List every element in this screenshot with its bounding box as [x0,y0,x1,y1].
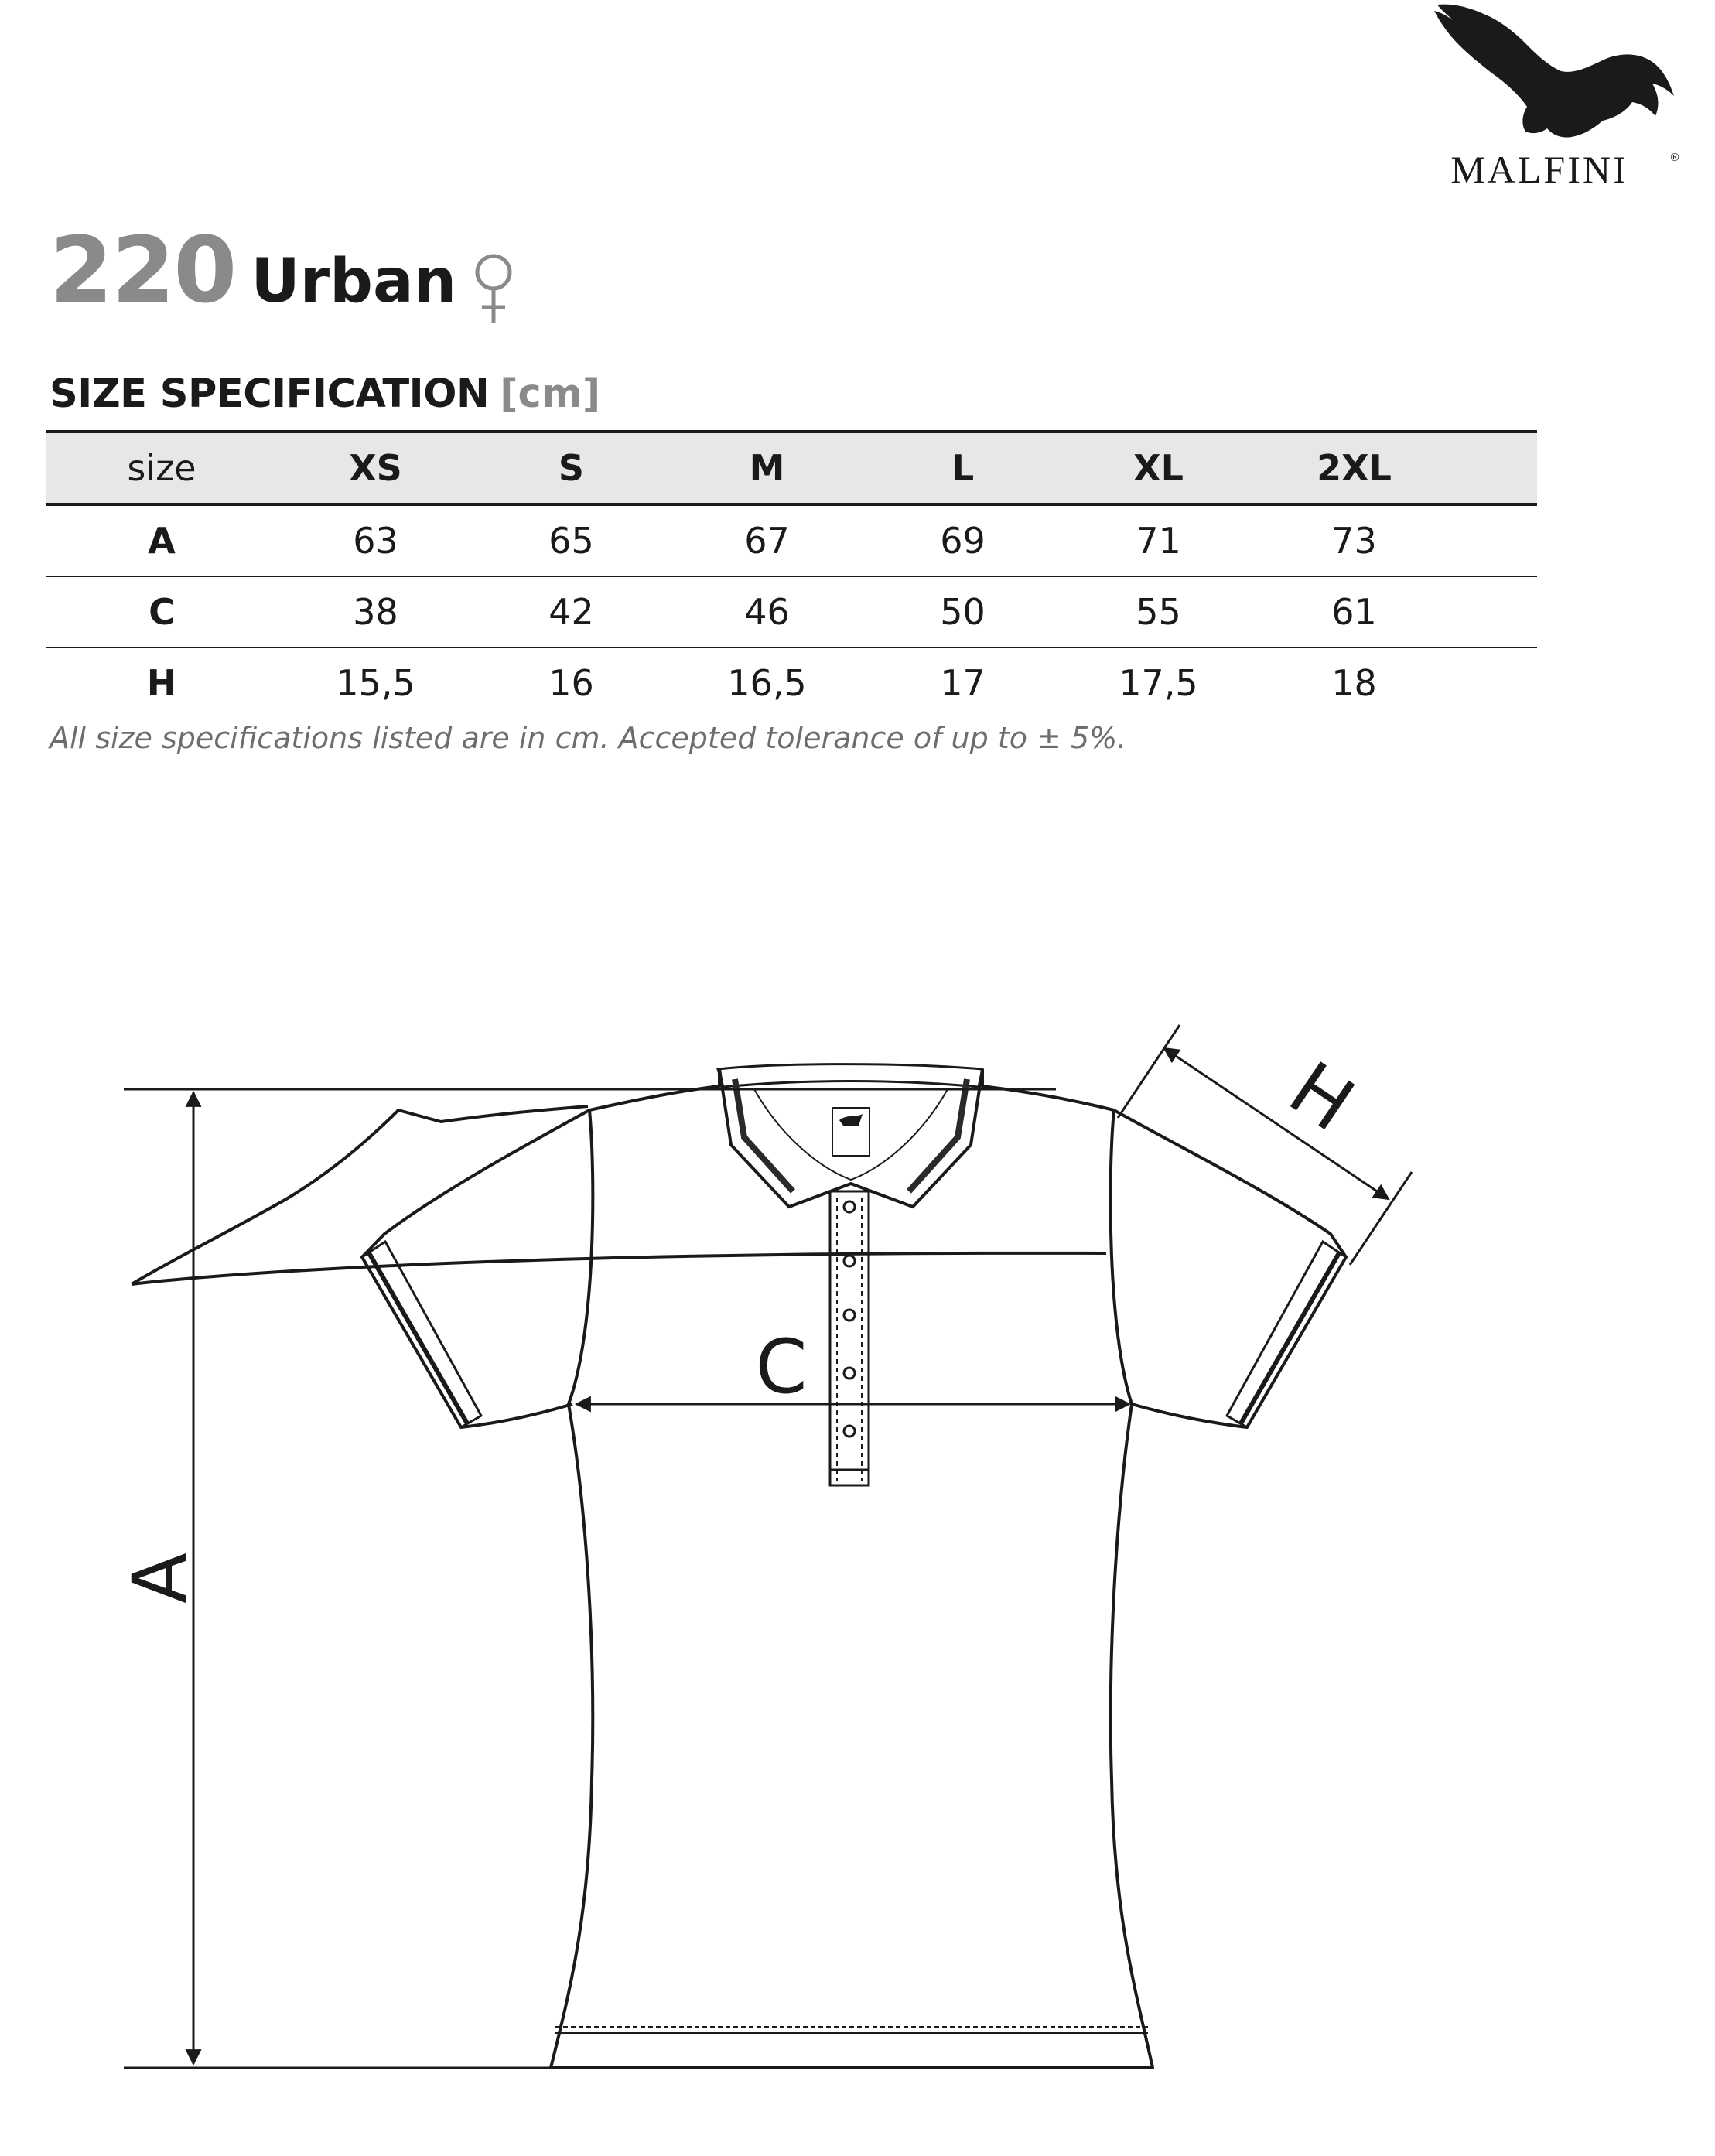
table-cell: 38 [353,591,398,633]
row-label: A [148,520,176,562]
polo-shirt-outline [132,1069,1346,2068]
row-spacer [1452,576,1537,647]
table-cell: 46 [744,591,790,633]
table-cell: 65 [548,520,594,562]
table-cell: 71 [1136,520,1181,562]
product-number: 220 [50,217,236,323]
table-cell: 73 [1331,520,1377,562]
table-cell: 15,5 [336,662,415,704]
table-cell: 61 [1331,591,1377,633]
size-spec-unit: [cm] [500,371,601,417]
table-row [46,647,1537,718]
table-row [46,504,1537,576]
table-cell: 69 [940,520,986,562]
dimension-a [124,1089,1056,2068]
female-symbol-icon [473,251,514,330]
table-cell: 50 [940,591,986,633]
column-header: XL [1133,447,1184,489]
table-cell: 16 [548,662,594,704]
size-spec-heading [50,371,600,417]
table-header-row [46,432,1537,504]
product-name: Urban [251,247,457,316]
column-header: XS [349,447,402,489]
row-spacer [1452,647,1537,718]
table-cell: 67 [744,520,790,562]
column-header: M [749,447,785,489]
dimension-a-label: A [117,1553,203,1604]
table-cell: 55 [1136,591,1181,633]
table-cell: 17,5 [1119,662,1198,704]
dimension-h-label: H [1274,1045,1369,1149]
column-header: S [558,447,585,489]
column-header: size [127,447,196,489]
row-spacer [1452,504,1537,576]
table-cell: 18 [1331,662,1377,704]
table-cell: 42 [548,591,594,633]
collar [718,1064,982,1207]
placket [830,1191,869,1485]
row-label: C [149,591,175,633]
table-cell: 17 [940,662,986,704]
eagle-logo-icon [1423,0,1679,147]
column-header: L [951,447,975,489]
size-spec-heading-text: SIZE SPECIFICATION [50,371,490,417]
tolerance-note: All size specifications listed are in cm. Accepted tolerance of up to ± 5%. [50,721,1127,755]
dimension-h [1118,1025,1412,1265]
header-spacer [1452,432,1537,504]
brand-name: MALFINI [1450,148,1628,191]
product-title [50,217,514,323]
garment-diagram [0,967,1715,2156]
row-label: H [146,662,177,704]
column-header: 2XL [1317,447,1392,489]
table-cell: 63 [353,520,398,562]
table-row [46,576,1537,647]
dimension-c-label: C [755,1324,808,1410]
brand-logo [1408,0,1702,193]
registered-mark: ® [1669,152,1680,164]
table-cell: 16,5 [727,662,807,704]
size-table [46,430,1537,718]
sleeve-cuffs [362,1242,1346,1427]
